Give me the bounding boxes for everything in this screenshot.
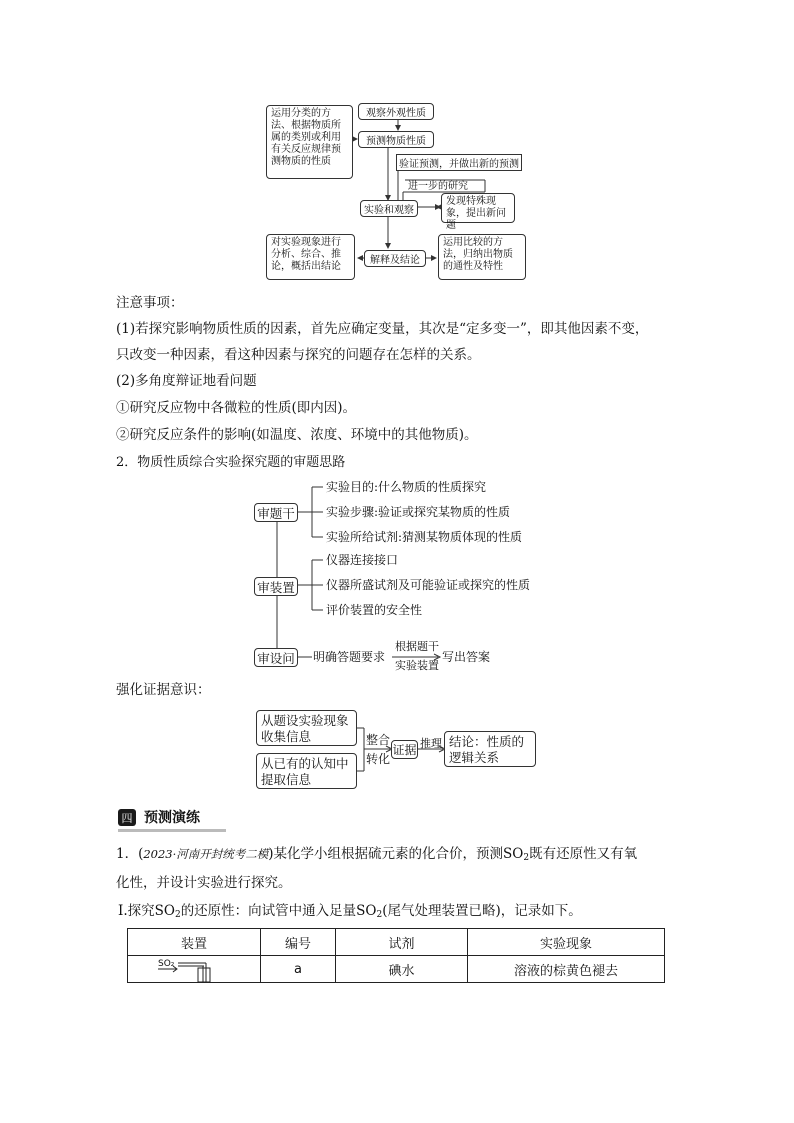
notes-p4: ②研究反应条件的影响(如温度、浓度、环境中的其他物质)。 bbox=[116, 427, 478, 443]
classification-method-text: 运用分类的方法、根据物质所属的类别或利用有关反应规律预测物质的性质 bbox=[271, 108, 341, 167]
header-id: 编号 bbox=[261, 929, 336, 956]
section-number: 四 bbox=[121, 811, 133, 825]
question1-line1 bbox=[116, 848, 637, 863]
section-number-icon bbox=[118, 809, 136, 826]
q1-prefix: 1．( bbox=[116, 846, 144, 862]
apparatus-cell bbox=[128, 956, 261, 983]
notes-p1: (1)若探究影响物质性质的因素，首先应确定变量，其次是“定多变一”，即其他因素不变， bbox=[116, 321, 649, 337]
phenomenon-cell: 溶液的棕黄色褪去 bbox=[468, 956, 665, 983]
evidence-box-1 bbox=[256, 710, 357, 746]
transform-label: 转化 bbox=[366, 752, 391, 766]
test-tube-icon bbox=[156, 956, 216, 982]
notes-p3: ①研究反应物中各微粒的性质(即内因)。 bbox=[116, 400, 357, 416]
question-arrow-top: 根据题干 bbox=[395, 640, 439, 653]
q1-source: 2023·河南开封统考二模 bbox=[143, 847, 269, 861]
device-item-1: 仪器连接接口 bbox=[326, 553, 399, 567]
analyze-text: 对实验现象进行分析、综合、推论，概括出结论 bbox=[271, 237, 341, 272]
explain-text: 解释及结论 bbox=[370, 255, 420, 266]
conclusion-box bbox=[444, 731, 536, 767]
q1-sub: 2 bbox=[523, 853, 530, 863]
integrate-label: 整合 bbox=[366, 733, 391, 747]
stem-item-2: 实验步骤:验证或探究某物质的性质 bbox=[326, 505, 511, 519]
reason-label: 推理 bbox=[420, 737, 442, 750]
question-arrow-bottom: 实验装置 bbox=[395, 659, 439, 672]
apparatus-drawing bbox=[128, 956, 260, 982]
evidence-title: 强化证据意识： bbox=[116, 682, 211, 698]
q1-text: )某化学小组根据硫元素的化合价，预测SO bbox=[268, 846, 524, 862]
experiment-text: 实验和观察 bbox=[364, 205, 414, 216]
table-row bbox=[128, 956, 665, 983]
header-reagent: 试剂 bbox=[336, 929, 468, 956]
verify-text: 验证预测，并做出新的预测 bbox=[399, 159, 519, 170]
further-study-label: 进一步的研究 bbox=[408, 181, 468, 192]
notes-p1b: 只改变一种因素，看这种因素与探究的问题存在怎样的关系。 bbox=[116, 347, 481, 363]
header-phenomenon: 实验现象 bbox=[468, 929, 665, 956]
notes-title: 注意事项： bbox=[116, 295, 184, 311]
stem-item-3: 实验所给试剂:猜测某物质体现的性质 bbox=[326, 530, 523, 544]
part1-mid: 的还原性：向试管中通入足量SO bbox=[180, 903, 377, 919]
reagent-cell: 碘水 bbox=[336, 956, 468, 983]
predict-text: 预测物质性质 bbox=[366, 136, 426, 147]
device-item-2: 仪器所盛试剂及可能验证或探究的性质 bbox=[326, 578, 531, 592]
so2-label: SO₂ bbox=[158, 959, 175, 969]
section-title: 预测演练 bbox=[144, 810, 200, 826]
id-cell: a bbox=[261, 956, 336, 983]
part1-post: (尾气处理装置已略)，记录如下。 bbox=[382, 903, 582, 919]
q1-tail: 既有还原性又有氧 bbox=[529, 846, 638, 862]
stem-item-1: 实验目的:什么物质的性质探究 bbox=[326, 480, 487, 494]
table-header-row bbox=[128, 929, 665, 956]
conclusion-text: 结论：性质的逻辑关系 bbox=[449, 734, 525, 765]
question-text-2: 写出答案 bbox=[442, 650, 491, 664]
question1-part1 bbox=[118, 905, 582, 920]
evidence-box-1-text: 从题设实验现象收集信息 bbox=[261, 713, 349, 744]
header-apparatus: 装置 bbox=[128, 929, 261, 956]
evidence-box bbox=[391, 740, 418, 759]
experiment-table bbox=[127, 928, 665, 983]
observe-text: 观察外观性质 bbox=[366, 108, 426, 119]
section-underline bbox=[118, 829, 226, 832]
review-device-text: 审装置 bbox=[257, 579, 295, 595]
evidence-text: 证据 bbox=[392, 743, 417, 757]
part1-sub-a: 2 bbox=[174, 910, 181, 920]
question1-line2: 化性，并设计实验进行探究。 bbox=[116, 875, 292, 891]
discover-text: 发现特殊现象，提出新问题 bbox=[446, 196, 506, 231]
device-item-3: 评价装置的安全性 bbox=[326, 603, 423, 617]
part1-sub-b: 2 bbox=[376, 910, 383, 920]
review-question-text: 审设问 bbox=[257, 650, 295, 666]
evidence-box-2 bbox=[256, 753, 357, 789]
review-stem-text: 审题干 bbox=[257, 505, 295, 521]
question-text-1: 明确答题要求 bbox=[313, 650, 386, 664]
part1-prefix: Ⅰ.探究SO bbox=[118, 903, 175, 919]
evidence-box-2-text: 从已有的认知中提取信息 bbox=[261, 756, 349, 787]
notes-p2: (2)多角度辩证地看问题 bbox=[116, 373, 257, 389]
compare-text: 运用比较的方法，归纳出物质的通性及特性 bbox=[443, 237, 513, 272]
section2-title: 2．物质性质综合实验探究题的审题思路 bbox=[116, 455, 346, 470]
